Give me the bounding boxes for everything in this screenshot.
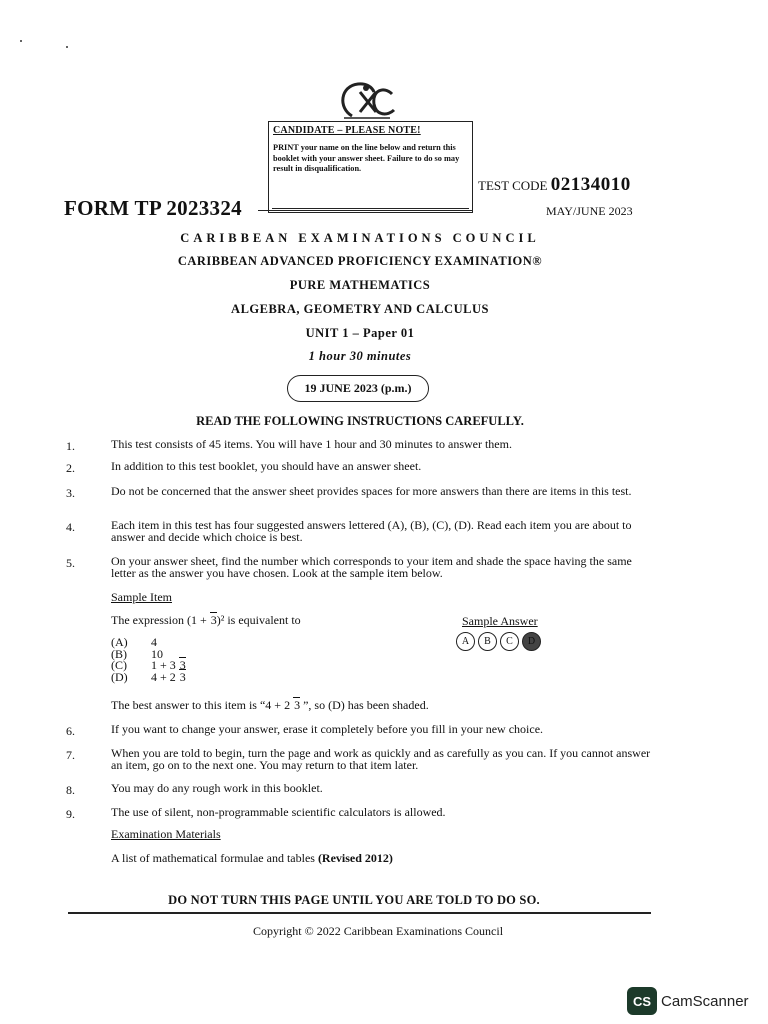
- test-code-value: 02134010: [550, 174, 631, 195]
- exam-date: 19 JUNE 2023 (p.m.): [287, 375, 429, 402]
- form-number: FORM TP 2023324: [64, 196, 242, 220]
- instruction-number: 6.: [66, 724, 75, 738]
- sample-answer-bubbles: [456, 632, 541, 651]
- answer-bubble-b: B: [478, 632, 497, 651]
- instruction-text: If you want to change your answer, erase it completely before you fill in your new choice.: [111, 722, 544, 736]
- instruction-text: On your answer sheet, find the number which corresponds to your item and shade the space having the same letter as the answer you have chosen. Look at the sample item below.: [111, 554, 632, 580]
- materials-heading: Examination Materials: [111, 827, 221, 841]
- instruction-text: In addition to this test booklet, you should have an answer sheet.: [111, 459, 422, 473]
- notice-body: PRINT your name on the line below and return this booklet with your answer sheet. Failure to do so may result in disqualification.: [273, 143, 460, 173]
- camscanner-logo-icon: CS: [627, 987, 657, 1015]
- instruction-text: Each item in this test has four suggested answers lettered (A), (B), (C), (D). Read each item you are about to answer and decide which choice is best.: [111, 518, 632, 544]
- scan-speck: [20, 40, 22, 42]
- instruction-text: You may do any rough work in this booklet.: [111, 781, 323, 795]
- option-a: (A) 4: [111, 635, 157, 649]
- instruction-number: 9.: [66, 807, 75, 821]
- instruction-number: 8.: [66, 783, 75, 797]
- instruction-number: 3.: [66, 486, 75, 500]
- instruction-number: 5.: [66, 556, 75, 570]
- instruction-number: 1.: [66, 439, 75, 453]
- option-d: (D) 4 + 2 3: [111, 669, 186, 684]
- instruction-number: 4.: [66, 520, 75, 534]
- camscanner-label: CamScanner: [661, 992, 749, 1010]
- instruction-text: This test consists of 45 items. You will have 1 hour and 30 minutes to answer them.: [111, 437, 512, 451]
- instruction-text: Do not be concerned that the answer sheet provides spaces for more answers than there are items in this test.: [111, 484, 632, 498]
- exam-duration: 1 hour 30 minutes: [308, 349, 412, 363]
- instruction-number: 2.: [66, 461, 75, 475]
- copyright-notice: Copyright © 2022 Caribbean Examinations Council: [252, 924, 504, 938]
- cxc-logo-icon: [332, 78, 396, 122]
- instructions-heading: READ THE FOLLOWING INSTRUCTIONS CAREFULLY.: [196, 414, 524, 428]
- exam-name: CARIBBEAN ADVANCED PROFICIENCY EXAMINATION®: [177, 254, 543, 268]
- sample-explanation: The best answer to this item is “4 + 2 3 ”, so (D) has been shaded.: [111, 698, 429, 712]
- candidate-notice-box: [268, 121, 473, 213]
- notice-title: CANDIDATE – PLEASE NOTE!: [273, 125, 421, 136]
- sample-item-heading: Sample Item: [111, 590, 172, 604]
- exam-session: MAY/JUNE 2023: [546, 204, 633, 218]
- name-line: [272, 208, 469, 209]
- camscanner-watermark: [627, 987, 749, 1015]
- option-c: (C) 1 + 3 3: [111, 658, 186, 672]
- sample-answer-heading: Sample Answer: [462, 614, 538, 628]
- answer-bubble-a: A: [456, 632, 475, 651]
- materials-text: A list of mathematical formulae and tables (Revised 2012): [111, 851, 393, 865]
- sample-question: The expression (1 + 3)² is equivalent to: [111, 613, 301, 627]
- footer-rule: [68, 912, 651, 914]
- sample-options: [111, 637, 186, 683]
- answer-bubble-d-shaded: D: [522, 632, 541, 651]
- unit-paper: UNIT 1 – Paper 01: [305, 326, 415, 340]
- instruction-text: When you are told to begin, turn the page and work as quickly and as carefully as you can. If you cannot answer an item, go on to the next one. You may return to that item later.: [111, 746, 651, 772]
- topic-name: ALGEBRA, GEOMETRY AND CALCULUS: [231, 302, 489, 316]
- scan-speck: [66, 46, 68, 48]
- test-code: [478, 174, 631, 196]
- instruction-number: 7.: [66, 748, 75, 762]
- test-code-label: TEST CODE: [478, 178, 548, 193]
- answer-bubble-c: C: [500, 632, 519, 651]
- form-name-line: [258, 210, 473, 211]
- turn-page-warning: DO NOT TURN THIS PAGE UNTIL YOU ARE TOLD TO DO SO.: [168, 893, 540, 907]
- council-name: CARIBBEAN EXAMINATIONS COUNCIL: [180, 231, 540, 245]
- instruction-text: The use of silent, non-programmable scientific calculators is allowed.: [111, 805, 446, 819]
- subject-name: PURE MATHEMATICS: [289, 278, 431, 292]
- option-b: (B) 10: [111, 646, 163, 661]
